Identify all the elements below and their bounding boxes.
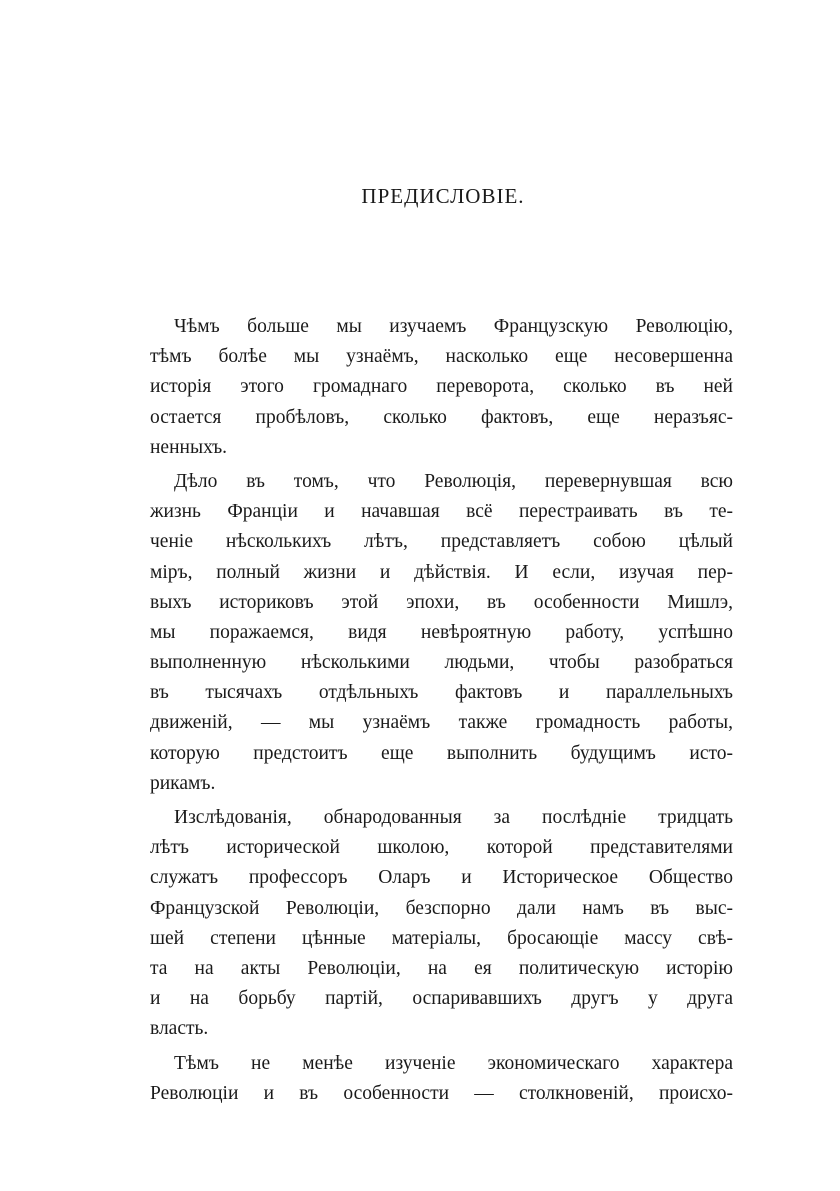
text-line: ченіе нѣсколькихъ лѣтъ, представляетъ собою цѣлый <box>150 531 733 553</box>
text-line: власть. <box>150 1018 209 1040</box>
text-line: выхъ историковъ этой эпохи, въ особенности Мишлэ, <box>150 591 733 613</box>
text-line: Изслѣдованія, обнародованныя за послѣдніе тридцать <box>174 807 733 828</box>
paragraph-2 <box>150 467 733 799</box>
text-line: міръ, полный жизни и дѣйствія. И если, изучая пер- <box>150 561 733 583</box>
text-line: лѣтъ исторической школою, которой представителями <box>150 837 733 859</box>
text-line: рикамъ. <box>150 772 216 794</box>
text-line: Чѣмъ больше мы изучаемъ Французскую Революцію, <box>174 316 733 337</box>
text-line: та на акты Революціи, на ея политическую исторію <box>150 957 733 979</box>
body-text <box>150 312 733 1109</box>
text-line: Французской Революціи, безспорно дали намъ въ выс- <box>150 897 733 919</box>
text-line: мы поражаемся, видя невѣроятную работу, успѣшно <box>150 621 733 643</box>
page-title: ПРЕДИСЛОВІЕ. <box>361 184 525 208</box>
text-line: служатъ профессоръ Оларъ и Историческое Общество <box>150 867 733 889</box>
text-line: и на борьбу партій, оспаривавшихъ другъ у друга <box>150 988 733 1010</box>
text-line: шей степени цѣнные матеріалы, бросающіе массу свѣ- <box>150 927 733 949</box>
paragraph-4 <box>150 1049 733 1109</box>
text-line: остается пробѣловъ, сколько фактовъ, еще неразъяс- <box>150 406 733 428</box>
text-line: исторія этого громаднаго переворота, сколько въ ней <box>150 376 733 398</box>
paragraph-1 <box>150 312 733 463</box>
text-line: которую предстоитъ еще выполнить будущимъ исто- <box>150 742 733 764</box>
text-line: жизнь Франціи и начавшая всё перестраивать въ те- <box>150 501 733 523</box>
paragraph-3 <box>150 803 733 1045</box>
text-line: Революціи и въ особенности — столкновеній, происхо- <box>150 1082 733 1104</box>
text-line: Дѣло въ томъ, что Революція, перевернувшая всю <box>174 470 733 492</box>
text-line: ненныхъ. <box>150 436 228 458</box>
text-line: тѣмъ болѣе мы узнаёмъ, насколько еще несовершенна <box>150 346 733 368</box>
text-line: выполненную нѣсколькими людьми, чтобы разобраться <box>150 652 733 674</box>
text-line: Тѣмъ не менѣе изученіе экономическаго характера <box>174 1052 733 1074</box>
text-line: въ тысячахъ отдѣльныхъ фактовъ и параллельныхъ <box>150 682 733 704</box>
text-line: движеній, — мы узнаёмъ также громадность работы, <box>150 712 733 734</box>
